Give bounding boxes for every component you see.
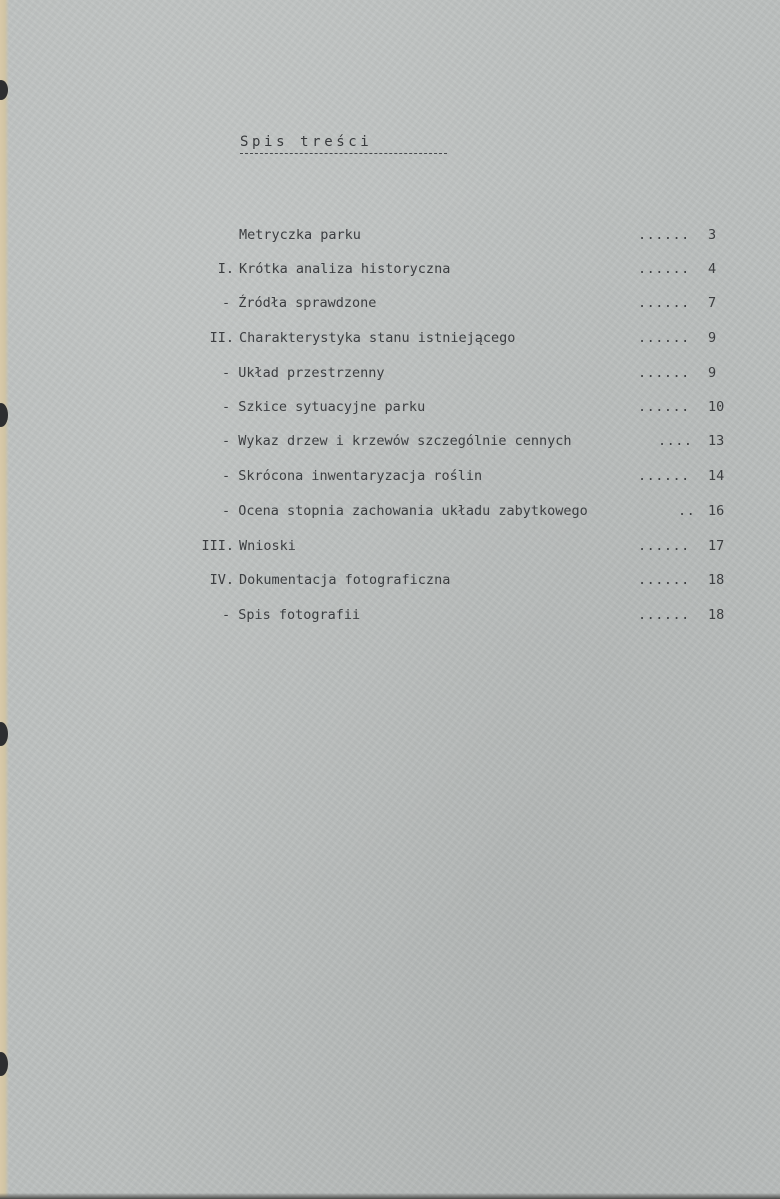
toc-entry-page: 13: [708, 433, 725, 449]
toc-entry-leader: ......: [638, 468, 690, 484]
toc-entry-label: - Źródła sprawdzone: [222, 295, 377, 311]
toc-entry: [0, 365, 780, 387]
toc-entry-number: II.: [209, 330, 234, 346]
toc-entry: [0, 468, 780, 490]
toc-entry: [0, 607, 780, 629]
toc-entry-label: Charakterystyka stanu istniejącego: [239, 330, 516, 346]
toc-entry-leader: ..: [678, 503, 696, 519]
toc-entry: [0, 261, 780, 283]
toc-entry-leader: ......: [638, 261, 690, 277]
toc-entry-leader: ......: [638, 330, 690, 346]
toc-entry-page: 9: [708, 330, 717, 346]
toc-entry: [0, 538, 780, 560]
toc-entry: [0, 295, 780, 317]
toc-entry: [0, 399, 780, 421]
paper-bottom-edge: [0, 1193, 780, 1199]
toc-entry: [0, 433, 780, 455]
toc-entry-page: 14: [708, 468, 725, 484]
toc-entry-leader: ......: [638, 227, 690, 243]
toc-entry-leader: ......: [638, 538, 690, 554]
toc-entry-number: III.: [201, 538, 234, 554]
toc-entry-label: Wnioski: [239, 538, 296, 554]
toc-entry-label: - Spis fotografii: [222, 607, 361, 623]
toc-entry-leader: ......: [638, 572, 690, 588]
toc-entry-label: Metryczka parku: [239, 227, 361, 243]
toc-entry-label: - Ocena stopnia zachowania układu zabytkowego: [222, 503, 588, 519]
toc-entry-number: I.: [217, 261, 234, 277]
toc-entry-label: Dokumentacja fotograficzna: [239, 572, 451, 588]
toc-entry: [0, 227, 780, 249]
toc-entry-number: IV.: [209, 572, 234, 588]
toc-entry-page: 7: [708, 295, 717, 311]
toc-entry-page: 3: [708, 227, 717, 243]
toc-entry: [0, 572, 780, 594]
toc-entry-page: 16: [708, 503, 725, 519]
toc-entry: [0, 503, 780, 525]
toc-entry-label: - Wykaz drzew i krzewów szczególnie cennych: [222, 433, 572, 449]
title-underline: [240, 153, 447, 154]
toc-entry-page: 4: [708, 261, 717, 277]
toc-entry-leader: ......: [638, 399, 690, 415]
toc-entry-leader: ......: [638, 365, 690, 381]
page-title: Spis treści: [240, 134, 373, 150]
toc-entry-leader: ......: [638, 295, 690, 311]
toc-entry-label: - Skrócona inwentaryzacja roślin: [222, 468, 483, 484]
toc-entry-page: 18: [708, 607, 725, 623]
toc-entry-page: 9: [708, 365, 717, 381]
toc-entry-leader: ....: [658, 433, 693, 449]
toc-entry-page: 10: [708, 399, 725, 415]
toc-entry-label: - Układ przestrzenny: [222, 365, 385, 381]
toc-entry-page: 18: [708, 572, 725, 588]
toc-entry-label: - Szkice sytuacyjne parku: [222, 399, 426, 415]
toc-entry-leader: ......: [638, 607, 690, 623]
toc-entry: [0, 330, 780, 352]
toc-entry-label: Krótka analiza historyczna: [239, 261, 451, 277]
toc-entry-page: 17: [708, 538, 725, 554]
